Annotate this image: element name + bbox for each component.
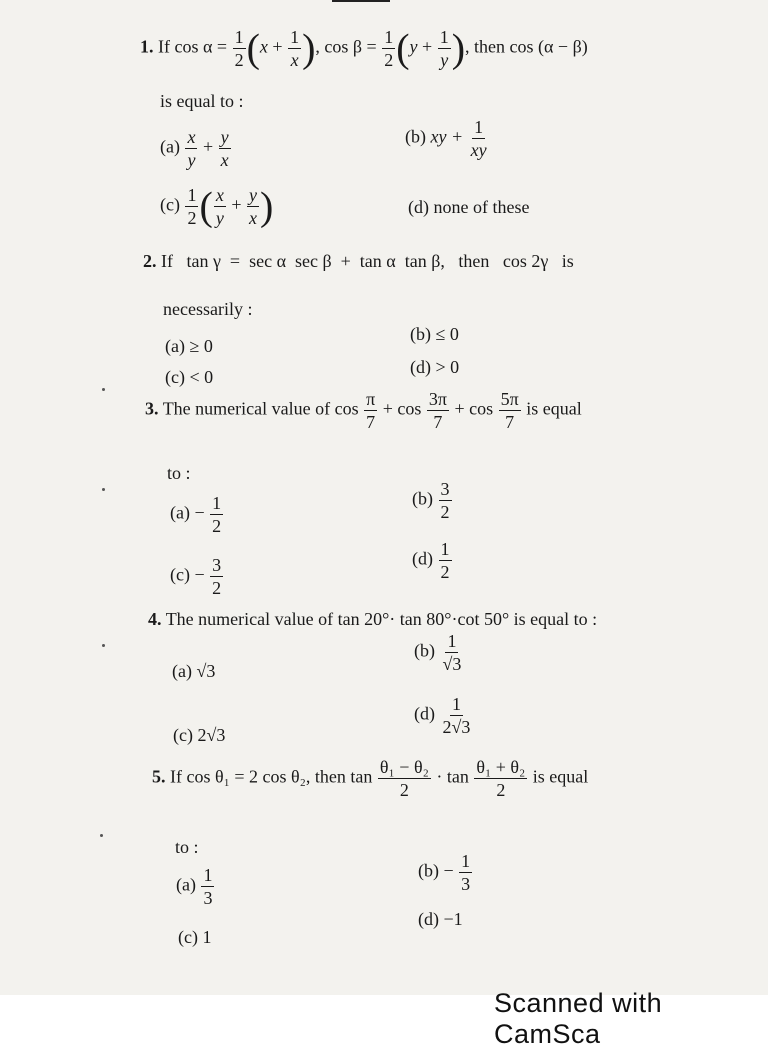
q2-option-d: (d) > 0 <box>410 357 460 377</box>
question-3-line-1: 3. The numerical value of cos $\frac{\pi}{7}$ + cos $\frac{3\pi}{7}$ + cos $\frac{5\pi}{7}$ is equal <box>145 389 582 432</box>
q5-option-a: (a) $\frac{1}{3}$ <box>176 865 213 908</box>
q1-x: x <box>259 36 268 57</box>
scan-speck <box>102 488 105 491</box>
q1-half-fraction: $\frac{1}{2}$ <box>234 27 244 70</box>
q4-option-a: (a) √3 <box>172 661 216 681</box>
question-2-number: 2. <box>143 251 157 271</box>
question-5-number: 5. <box>152 766 166 787</box>
question-5-line-2: to : <box>175 837 199 857</box>
q1-option-d: (d) none of these <box>408 197 530 217</box>
scan-speck <box>102 388 105 391</box>
q1-one-over-x: $\frac{1}{x}$ <box>290 27 300 70</box>
question-3-number: 3. <box>145 398 159 419</box>
scan-speck <box>100 834 103 837</box>
q1-option-a: (a) $\frac{x}{y}$ + $\frac{y}{x}$ <box>160 127 229 170</box>
question-2-line-1: 2. If tan γ = sec α sec β + tan α tan β, then cos 2γ is <box>143 251 574 271</box>
q1-half-fraction-2: $\frac{1}{2}$ <box>384 27 394 70</box>
q1-if: If <box>158 36 170 57</box>
question-1-line-1: 1. If cos α = $\frac{1}{2}$ (x + $\frac{1}{x}$ ), cos β = $\frac{1}{2}$ (y + $\frac{1}{y}$ ), then cos (α − β) <box>140 25 588 71</box>
question-4-line-1: 4. The numerical value of tan 20°· tan 80°·cot 50° is equal to : <box>148 609 598 629</box>
question-1-line-2: is equal to : <box>160 91 244 111</box>
question-4-number: 4. <box>148 609 162 629</box>
q5-option-d: (d) −1 <box>418 909 463 929</box>
q1-cos-alpha: cos α = <box>174 36 228 57</box>
q3-option-b: (b) $\frac{3}{2}$ <box>412 479 450 522</box>
question-3-line-2: to : <box>167 463 191 483</box>
q4-option-c: (c) 2√3 <box>173 725 226 745</box>
question-5-line-1: 5. If cos θ₁ = 2 cos θ₂, then tan $\frac{\text{θ₁ − θ₂}}{2}$ · tan $\frac{\text{θ₁ + θ₂}}{2}$ is equal <box>152 757 589 800</box>
header-rule <box>332 0 390 2</box>
q2-option-c: (c) < 0 <box>165 367 214 387</box>
q1-option-c: (c) $\frac{1}{2}$ ( $\frac{x}{y}$ + $\frac{y}{x}$ ) <box>160 183 274 229</box>
scan-speck <box>102 644 105 647</box>
q1-then: , then cos (α − β) <box>465 36 588 57</box>
q1-one-over-y: $\frac{1}{y}$ <box>439 27 449 70</box>
q4-option-d: (d) $\frac{1}{2√3}$ <box>414 694 471 737</box>
q2-option-a: (a) ≥ 0 <box>165 336 213 356</box>
q3-option-a: (a) − $\frac{1}{2}$ <box>170 493 222 536</box>
q3-option-c: (c) − $\frac{3}{2}$ <box>170 555 222 598</box>
q3-option-d: (d) $\frac{1}{2}$ <box>412 539 450 582</box>
question-1-number: 1. <box>140 36 154 57</box>
q5-option-c: (c) 1 <box>178 927 212 947</box>
scanner-watermark: Scanned with CamSca <box>494 988 663 1049</box>
q4-option-b: (b) $\frac{1}{√3}$ <box>414 631 462 674</box>
question-2-line-2: necessarily : <box>163 299 253 319</box>
q1-option-b: (b) xy + $\frac{1}{xy}$ <box>405 117 487 160</box>
q1-cos-beta: , cos β = <box>315 36 377 57</box>
q2-option-b: (b) ≤ 0 <box>410 324 459 344</box>
q5-option-b: (b) − $\frac{1}{3}$ <box>418 851 471 894</box>
